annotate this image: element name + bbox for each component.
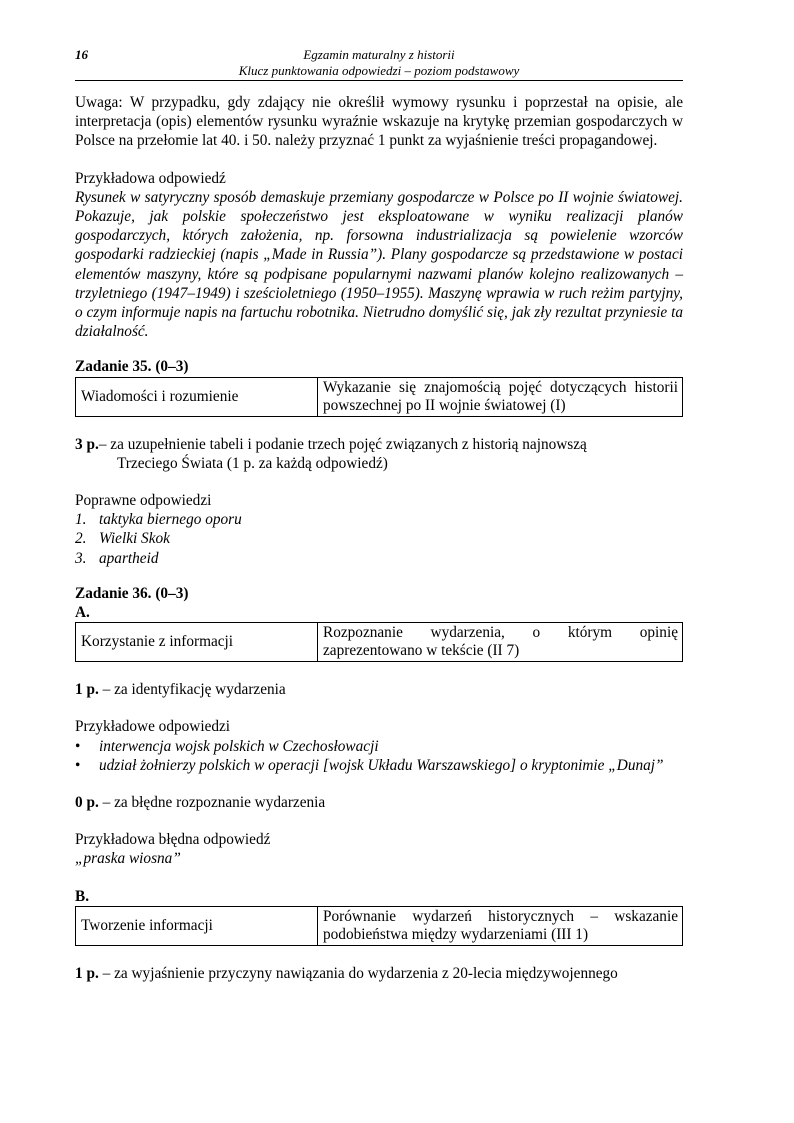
- task36a-requirements-table: [75, 622, 683, 662]
- task36a-score1-text: – za identyfikację wydarzenia: [98, 681, 286, 699]
- bullet-icon: •: [75, 756, 81, 774]
- task35-score-points: 3 p.: [75, 435, 99, 453]
- task36a-answers-heading: Przykładowe odpowiedzi: [75, 718, 231, 736]
- list-item: 1. taktyka biernego oporu: [75, 511, 242, 529]
- task36b-score1-points: 1 p.: [75, 964, 99, 982]
- header-title-line2: Klucz punktowania odpowiedzi – poziom podstawowy: [238, 63, 520, 78]
- task35-requirements-table: [75, 377, 683, 417]
- task36a-wrong-heading: Przykładowa błędna odpowiedź: [75, 831, 271, 849]
- task36b-requirements-table: [75, 906, 683, 946]
- page-content: [75, 93, 683, 983]
- task36b-skill-cell: Tworzenie informacji: [76, 906, 318, 945]
- task36-title: Zadanie 36. (0–3): [75, 584, 189, 602]
- task36-part-a-label: A.: [75, 604, 90, 622]
- task36a-score1-points: 1 p.: [75, 681, 99, 699]
- page-number: 16: [75, 47, 88, 62]
- task35-score-text: – za uzupełnienie tabeli i podanie trzech pojęć związanych z historią najnowszą: [98, 435, 587, 453]
- list-item: • interwencja wojsk polskich w Czechosłowacji: [75, 737, 379, 755]
- header-title: [75, 47, 683, 79]
- page-header: [75, 47, 683, 81]
- task36b-score1-text: – za wyjaśnienie przyczyny nawiązania do wydarzenia z 20-lecia międzywojennego: [98, 964, 618, 982]
- list-item: 3. apartheid: [75, 549, 159, 567]
- task35-answers-heading: Poprawne odpowiedzi: [75, 492, 212, 510]
- task35-answers-list: [75, 510, 683, 568]
- task36b-score1-line: [75, 964, 683, 983]
- task36-part-b-label: B.: [75, 887, 90, 905]
- task35-score-text-cont: Trzeciego Świata (1 p. za każdą odpowiedź): [117, 454, 388, 472]
- task36a-score0-line: [75, 793, 683, 812]
- sample-answer-heading: Przykładowa odpowiedź: [75, 169, 226, 187]
- list-item: 2. Wielki Skok: [75, 530, 170, 548]
- note-paragraph: Uwaga: W przypadku, gdy zdający nie określił wymowy rysunku i poprzestał na opisie, ale interpretacja (opis) elementów rysunku wyraźnie wskazuje na krytykę przemian gospodarczych w Polsce na przełomie lat 40. i 50. należy przyznać 1 punkt za wyjaśnienie treści propagandowej.: [75, 94, 683, 150]
- task36a-skill-cell: Korzystanie z informacji: [76, 623, 318, 662]
- header-title-line1: Egzamin maturalny z historii: [303, 47, 455, 62]
- task36a-wrong-answer: „praska wiosna”: [75, 850, 181, 868]
- task36b-requirement-cell: Porównanie wydarzeń historycznych – wskazanie podobieństwa między wydarzeniami (III 1): [318, 906, 683, 945]
- task36a-score1-line: [75, 680, 683, 699]
- task35-skill-cell: Wiadomości i rozumienie: [76, 377, 318, 416]
- task36a-score0-points: 0 p.: [75, 794, 99, 812]
- task36a-score0-text: – za błędne rozpoznanie wydarzenia: [98, 794, 326, 812]
- task35-title: Zadanie 35. (0–3): [75, 358, 189, 376]
- task35-score-line: [75, 435, 683, 454]
- task35-requirement-cell: Wykazanie się znajomością pojęć dotyczących historii powszechnej po II wojnie światowej (I): [318, 377, 683, 416]
- task36a-requirement-cell: Rozpoznanie wydarzenia, o którym opinię zaprezentowano w tekście (II 7): [318, 623, 683, 662]
- task36a-answers-list: [75, 737, 683, 775]
- list-item: • udział żołnierzy polskich w operacji [wojsk Układu Warszawskiego] o kryptonimie „Dunaj”: [75, 756, 664, 774]
- bullet-icon: •: [75, 737, 81, 755]
- sample-answer-text: Rysunek w satyryczny sposób demaskuje przemiany gospodarcze w Polsce po II wojnie światowej. Pokazuje, jak polskie społeczeństwo jest eksploatowane w wyniku realizacji planów gospodarczych, których założenia, np. forsowna industrializacja są powielenie wzorców gospodarki radzieckiej (napis „Made in Russia”). Plany gospodarcze są przedstawione w postaci elementów maszyny, które są podpisane popularnymi nazwami planów kolejno realizowanych – trzyletniego (1947–1949) i sześcioletniego (1950–1955). Maszynę wprawia w ruch reżim partyjny, o czym informuje napis na fartuchu robotnika. Nietrudno domyślić się, jak zły rezultat przyniesie ta działalność.: [75, 188, 683, 341]
